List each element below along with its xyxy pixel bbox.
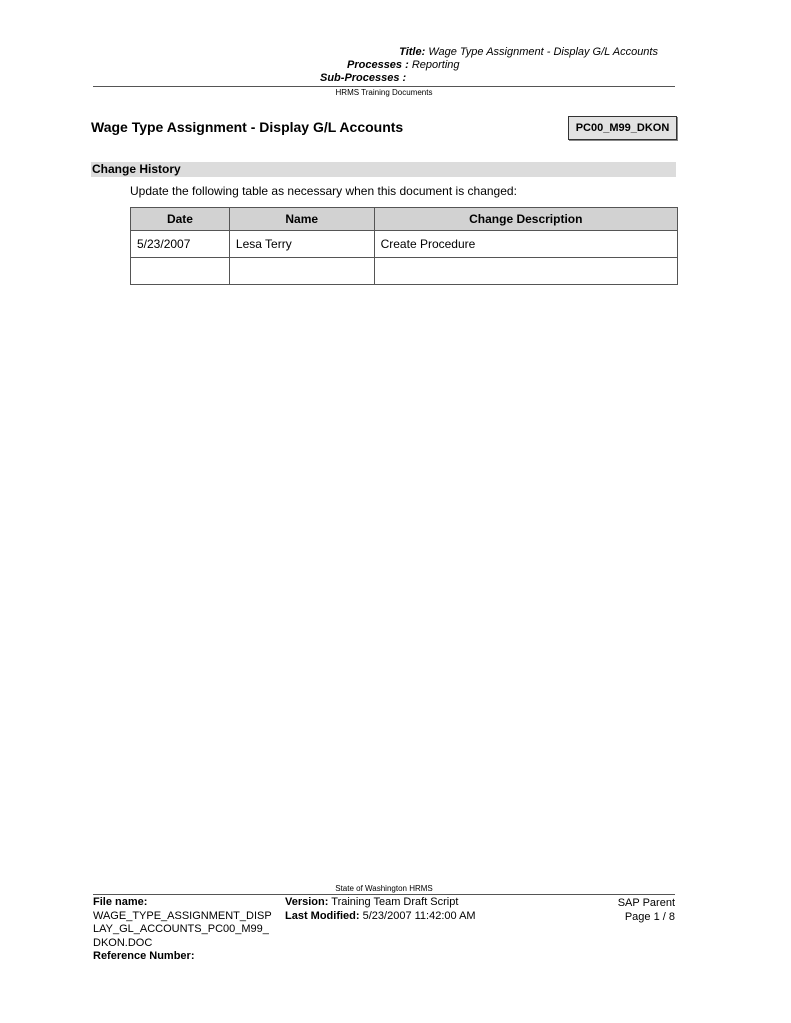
header-title-label: Title:: [399, 46, 426, 58]
change-history-heading: Change History: [91, 162, 676, 177]
table-header-row: [131, 208, 678, 231]
column-header-date: Date: [131, 208, 230, 231]
document-title: Wage Type Assignment - Display G/L Accounts: [91, 119, 404, 135]
header-title: [399, 46, 658, 58]
change-history-instruction: Update the following table as necessary when this document is changed:: [130, 184, 517, 198]
column-header-name: Name: [229, 208, 374, 231]
footer-parent: SAP Parent: [617, 897, 675, 909]
table-row: [131, 258, 678, 285]
cell-name: Lesa Terry: [229, 231, 374, 258]
header-subprocesses: [320, 72, 406, 84]
header-org: HRMS Training Documents: [335, 88, 433, 97]
cell-name: [229, 258, 374, 285]
footer-file-info: [93, 896, 272, 964]
cell-change-description: [374, 258, 677, 285]
footer-file-name-line: LAY_GL_ACCOUNTS_PC00_M99_: [93, 923, 269, 935]
footer-org: State of Washington HRMS: [335, 884, 433, 893]
cell-date: 5/23/2007: [131, 231, 230, 258]
change-history-table: [130, 207, 678, 285]
header-rule: [93, 86, 675, 87]
footer-rule: [93, 894, 675, 895]
column-header-change-description: Change Description: [374, 208, 677, 231]
table-row: [131, 231, 678, 258]
footer-modified-value: 5/23/2007 11:42:00 AM: [362, 909, 476, 922]
header-title-value: Wage Type Assignment - Display G/L Accounts: [428, 46, 658, 58]
header-processes-value: Reporting: [411, 59, 460, 71]
cell-change-description: Create Procedure: [374, 231, 677, 258]
header-processes-label: Processes :: [347, 59, 409, 71]
footer-file-name-line: WAGE_TYPE_ASSIGNMENT_DISP: [93, 909, 272, 922]
footer-page-number: Page 1 / 8: [624, 910, 675, 923]
footer-version-value: Training Team Draft Script: [331, 896, 459, 908]
header-processes: [347, 59, 460, 71]
footer-page-info: [618, 897, 675, 924]
footer-modified-label: Last Modified:: [285, 909, 360, 922]
footer-file-name-line: DKON.DOC: [93, 936, 153, 949]
document-code-badge: PC00_M99_DKON: [568, 116, 677, 140]
cell-date: [131, 258, 230, 285]
footer-version-info: [285, 896, 476, 923]
header-subprocesses-label: Sub-Processes :: [320, 72, 407, 84]
footer-file-name-label: File name:: [93, 896, 148, 908]
footer-reference-label: Reference Number:: [93, 950, 195, 962]
footer-version-label: Version:: [285, 896, 329, 908]
